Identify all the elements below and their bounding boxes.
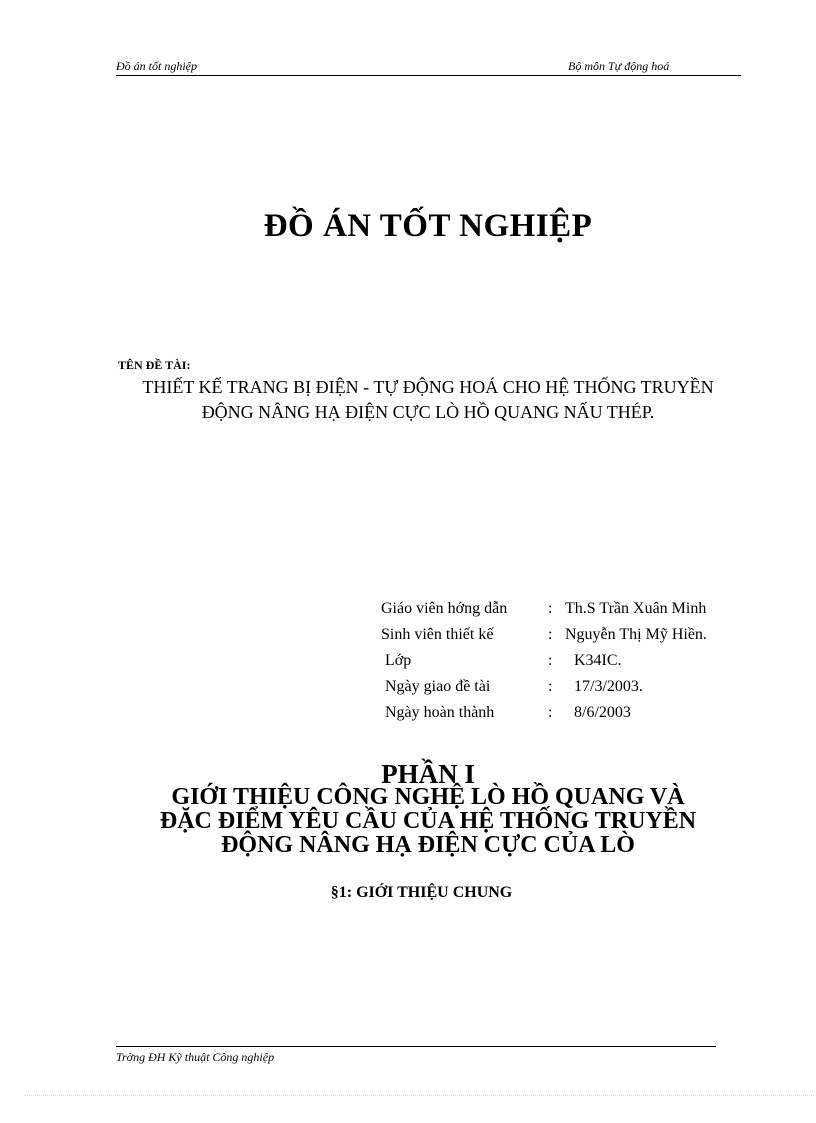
- info-value: 8/6/2003: [574, 704, 631, 721]
- page-footer: Trờng ĐH Kỹ thuật Công nghiệp: [116, 1050, 275, 1064]
- part-subtitle-line-1: GIỚI THIỆU CÔNG NGHỆ LÒ HỒ QUANG VÀ: [171, 784, 685, 810]
- info-colon: :: [548, 600, 553, 617]
- info-value: Nguyễn Thị Mỹ Hiền.: [565, 626, 707, 643]
- info-value: 17/3/2003.: [574, 678, 643, 695]
- topic-line-1: THIẾT KẾ TRANG BỊ ĐIỆN - TỰ ĐỘNG HOÁ CHO HỆ THỐNG TRUYỀN: [142, 377, 714, 397]
- info-label: Giáo viên hớng dẫn: [381, 600, 508, 617]
- info-colon: :: [548, 704, 553, 721]
- page-bottom-divider: [24, 1095, 814, 1096]
- header-left-text: Đồ án tốt nghiệp: [116, 59, 197, 73]
- info-colon: :: [548, 626, 553, 643]
- part-title: PHẦN I: [381, 759, 475, 789]
- header-right-text: Bộ môn Tự động hoá: [568, 59, 670, 73]
- info-label: Ngày hoàn thành: [385, 704, 495, 721]
- page-header: [116, 58, 741, 76]
- part-subtitle-line-3: ĐỘNG NÂNG HẠ ĐIỆN CỰC CỦA LÒ: [221, 832, 635, 858]
- topic-label: TÊN ĐỀ TÀI:: [118, 358, 191, 372]
- document-title: ĐỒ ÁN TỐT NGHIỆP: [263, 208, 593, 244]
- info-label: Ngày giao đề tài: [385, 678, 491, 695]
- section-heading: §1: GIỚI THIỆU CHUNG: [330, 884, 513, 901]
- footer-divider: [116, 1046, 716, 1047]
- info-label: Lớp: [385, 652, 412, 669]
- info-colon: :: [548, 652, 553, 669]
- info-colon: :: [548, 678, 553, 695]
- part-subtitle-line-2: ĐẶC ĐIỂM YÊU CẦU CỦA HỆ THỐNG TRUYỀN: [159, 808, 697, 834]
- info-value: K34IC.: [574, 652, 622, 669]
- topic-line-2: ĐỘNG NÂNG HẠ ĐIỆN CỰC LÒ HỒ QUANG NẤU THÉP.: [201, 402, 655, 422]
- info-label: Sinh viên thiết kế: [381, 626, 494, 643]
- info-value: Th.S Trần Xuân Minh: [565, 600, 707, 617]
- part-subtitle: [118, 785, 738, 857]
